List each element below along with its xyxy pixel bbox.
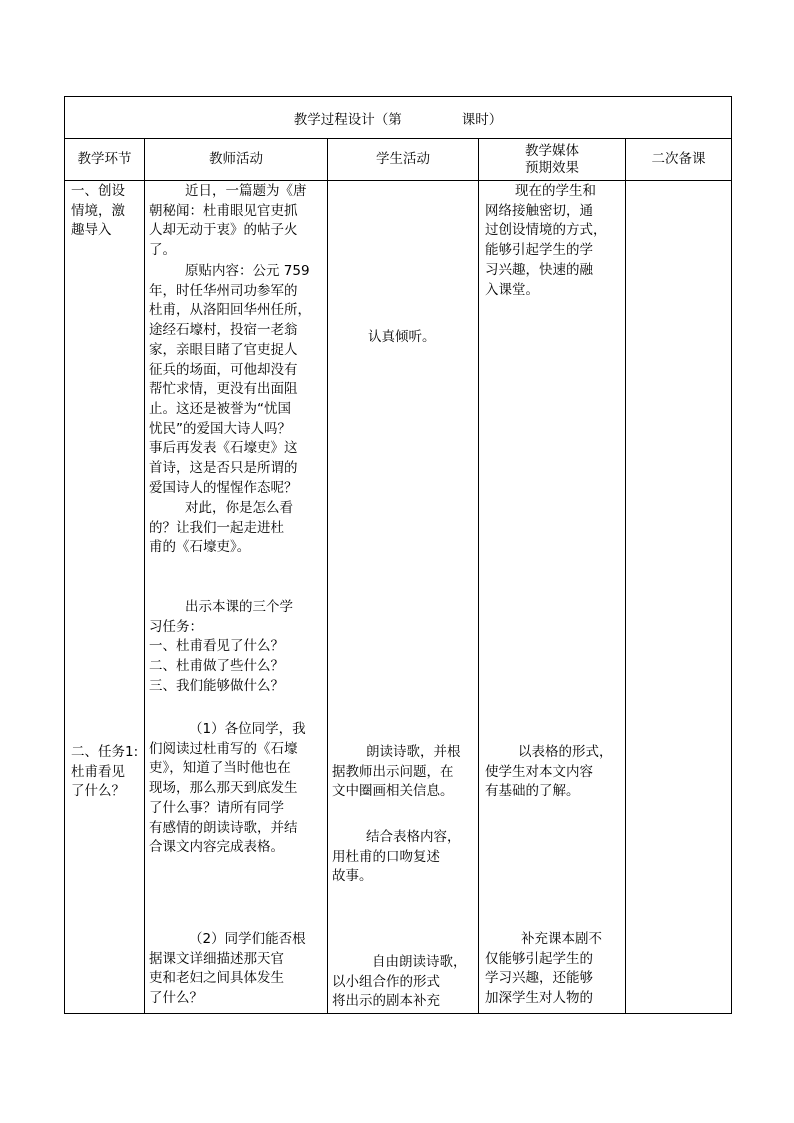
text-line: 朗读诗歌，并根 <box>366 744 461 760</box>
text-line: 人却无动于衷》的帖子火 <box>149 222 298 239</box>
teacher-intro <box>149 182 325 261</box>
text-line: 据课文详细描述那天官 <box>149 950 284 967</box>
text-line: 的？让我们一起走进杜 <box>149 519 284 536</box>
stage-1-line: 趣导入 <box>71 222 112 239</box>
text-line: 补充课本剧不 <box>521 931 602 947</box>
text-line: 朝秘闻：杜甫眼见官吏抓 <box>149 202 298 219</box>
stage-cell <box>65 181 145 1014</box>
text-line: 甫的《石壕吏》。 <box>149 539 251 556</box>
text-line: 有基础的了解。 <box>485 783 580 800</box>
text-line: 网络接触密切，通 <box>485 202 593 219</box>
student-group <box>332 953 477 1012</box>
student-retell <box>332 828 477 887</box>
text-line: 们阅读过杜甫写的《石壕 <box>149 740 298 757</box>
text-line: 出示本课的三个学 <box>185 599 293 615</box>
title-suffix: 课时） <box>461 111 503 128</box>
header-media-line1: 教学媒体 <box>525 142 579 159</box>
text-line: 学习兴趣，还能够 <box>485 970 593 987</box>
stage-2-line: 二、任务1: <box>71 744 139 760</box>
text-line: 加深学生对人物的 <box>485 990 593 1007</box>
text-line: 爱国诗人的惺惺作态呢？ <box>149 479 298 496</box>
stage-2-line: 杜甫看见 <box>71 763 125 780</box>
text-line: 吏和老妇之间具体发生 <box>149 970 284 987</box>
text-line: 合课文内容完成表格。 <box>149 839 284 856</box>
header-media <box>479 139 626 181</box>
text-line: 习任务： <box>149 618 203 635</box>
header-second-prep: 二次备课 <box>626 139 732 181</box>
text-line: 忧民”的爱国大诗人吗？ <box>149 420 291 437</box>
second-prep-cell[interactable] <box>626 181 732 1014</box>
text-line: 吏》，知道了当时他也在 <box>149 760 291 777</box>
text-line: 文中圈画相关信息。 <box>332 783 454 800</box>
header-teacher: 教师活动 <box>145 139 328 181</box>
media-cell <box>479 181 626 1014</box>
text-line: 止。这还是被誉为“忧国 <box>149 400 291 417</box>
task-item: 三、我们能够做什么？ <box>149 677 284 694</box>
text-line: 以表格的形式， <box>518 744 613 760</box>
text-line: 使学生对本文内容 <box>485 763 593 780</box>
media-effect-1 <box>485 182 625 300</box>
teacher-tasks-intro <box>149 598 325 697</box>
text-line: 用杜甫的口吻复述 <box>332 848 440 865</box>
text-line: 杜甫，从洛阳回华州任所， <box>149 302 311 319</box>
student-cell <box>328 181 479 1014</box>
header-stage: 教学环节 <box>65 139 145 181</box>
text-line: 仅能够引起学生的 <box>485 950 593 967</box>
text-line: 过创设情境的方式， <box>485 222 607 239</box>
text-line: 将出示的剧本补充 <box>332 993 440 1010</box>
teacher-question-2 <box>149 930 325 1009</box>
media-effect-2 <box>485 743 625 802</box>
text-line: 故事。 <box>332 868 373 885</box>
text-line: 以小组合作的形式 <box>332 973 440 990</box>
lesson-plan-table <box>64 96 732 1014</box>
text-line: 结合表格内容， <box>366 829 461 845</box>
text-line: （2）同学们能否根 <box>189 931 306 947</box>
text-line: 习兴趣，快速的融 <box>485 261 593 278</box>
text-line: 途经石壕村，投宿一老翁 <box>149 322 298 339</box>
text-line: 了什么事？请所有同学 <box>149 799 284 816</box>
text-line: 自由朗读诗歌， <box>372 954 467 970</box>
text-line: 能够引起学生的学 <box>485 242 593 259</box>
teacher-post <box>149 262 325 498</box>
teacher-question-1 <box>149 720 325 858</box>
teacher-view <box>149 499 325 558</box>
text-line: 现在的学生和 <box>515 183 596 199</box>
stage-2 <box>71 743 144 802</box>
text-line: 首诗，这是否只是所谓的 <box>149 460 298 477</box>
text-line: 现场，那么那天到底发生 <box>149 780 298 797</box>
title-prefix: 教学过程设计（第 <box>293 111 402 128</box>
text-line: 据教师出示问题，在 <box>332 763 454 780</box>
text-line: 原贴内容：公元 759 <box>185 263 310 279</box>
text-line: （1）各位同学，我 <box>189 721 306 737</box>
header-student: 学生活动 <box>328 139 479 181</box>
student-read <box>332 743 477 802</box>
text-line: 对此，你是怎么看 <box>185 500 293 516</box>
header-media-line2: 预期效果 <box>525 159 579 176</box>
table-title <box>65 97 732 139</box>
text-line: 入课堂。 <box>485 281 539 298</box>
stage-1-line: 情境，激 <box>71 202 125 219</box>
text-line: 征兵的场面，可他却没有 <box>149 361 298 378</box>
text-line: 年，时任华州司功参军的 <box>149 282 298 299</box>
text-line: 事后再发表《石壕吏》这 <box>149 440 298 457</box>
stage-2-line: 了什么？ <box>71 783 125 800</box>
student-listen: 认真倾听。 <box>368 329 436 345</box>
text-line: 了什么？ <box>149 990 203 1007</box>
text-line: 帮忙求情，更没有出面阻 <box>149 381 298 398</box>
text-line: 家，亲眼目睹了官吏捉人 <box>149 341 298 358</box>
task-item: 一、杜甫看见了什么？ <box>149 638 284 655</box>
task-item: 二、杜甫做了些什么？ <box>149 658 284 675</box>
teacher-cell <box>145 181 328 1014</box>
stage-1 <box>71 182 141 241</box>
media-effect-3 <box>485 930 625 1009</box>
text-line: 了。 <box>149 242 176 259</box>
text-line: 有感情的朗读诗歌，并结 <box>149 819 298 836</box>
stage-1-line: 一、创设 <box>71 183 125 199</box>
text-line: 近日，一篇题为《唐 <box>185 183 307 199</box>
